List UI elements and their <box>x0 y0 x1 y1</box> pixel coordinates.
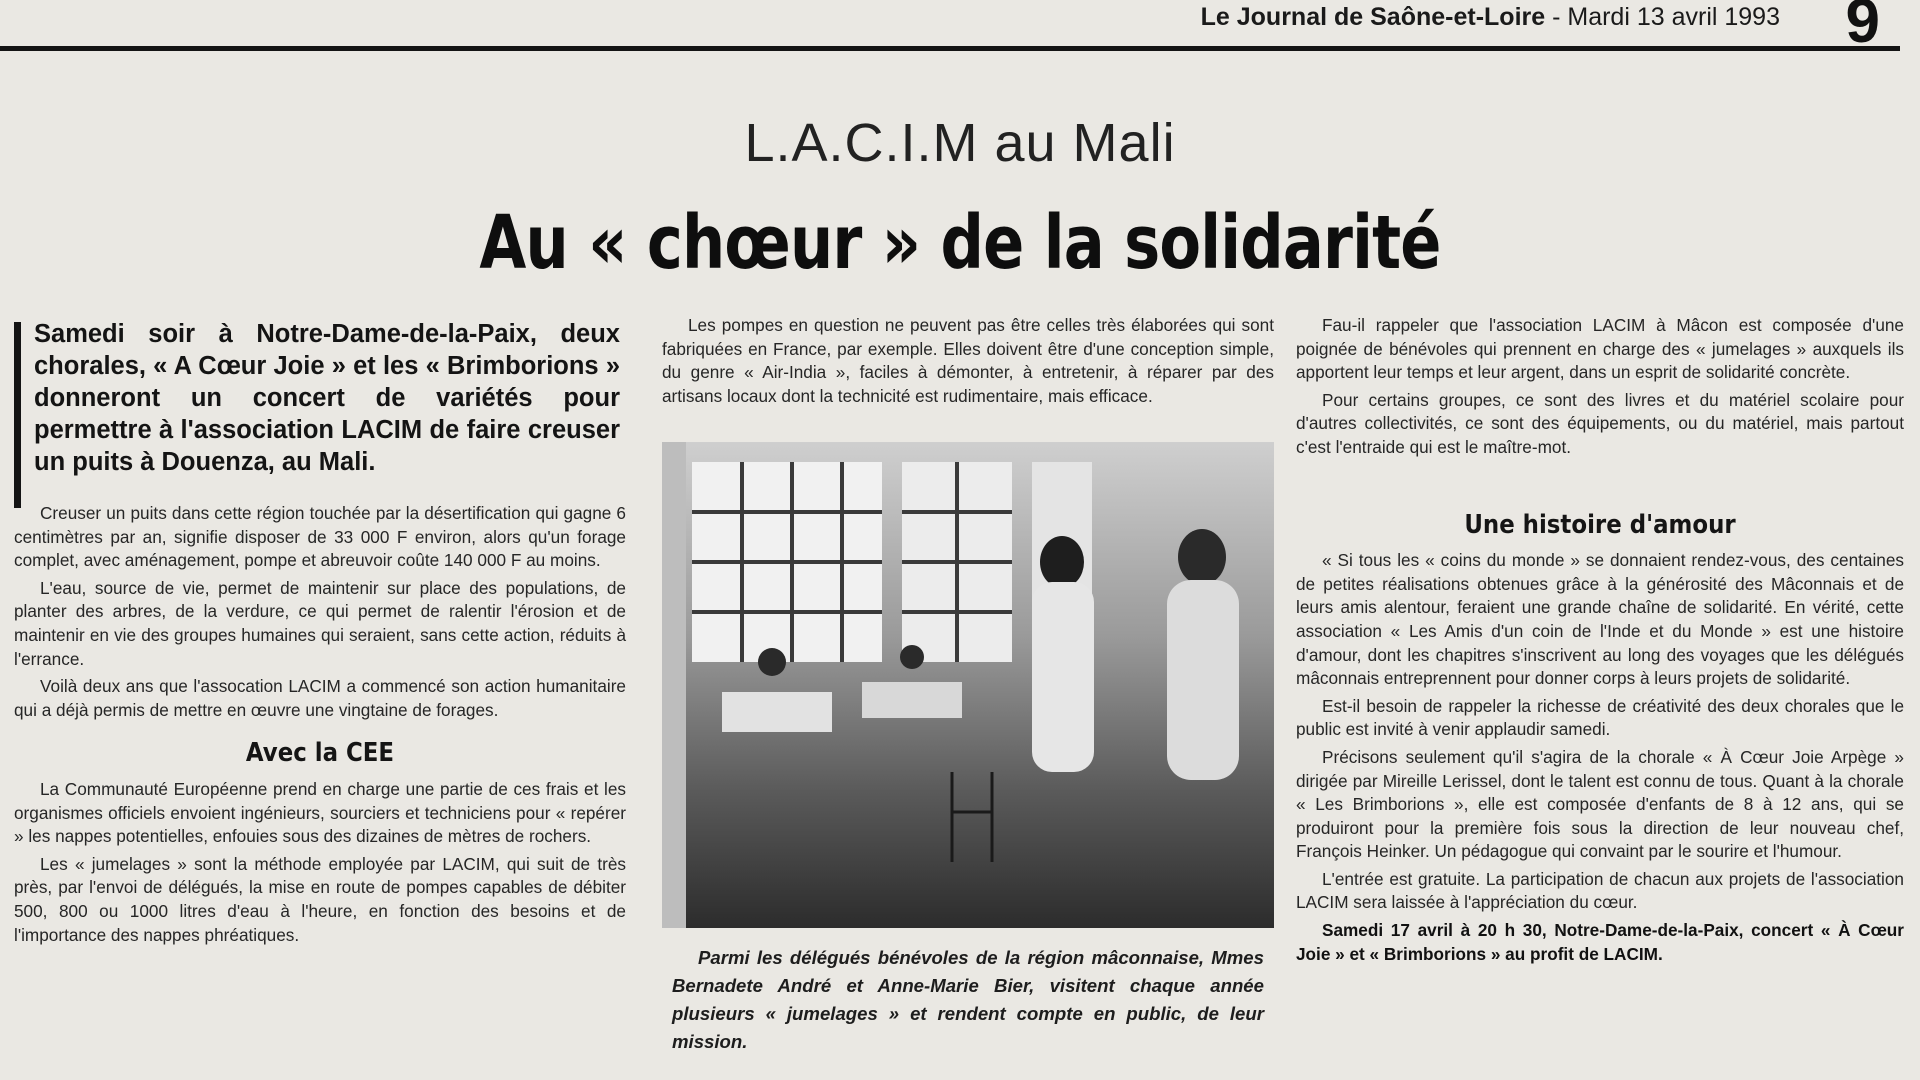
paragraph: Pour certains groupes, ce sont des livres et du matériel scolaire pour d'autres collectivités, ce sont des équipements, ou du matériel, mais partout c'est l'entraide qui est le maître-mot. <box>1296 389 1904 457</box>
paragraph: Les pompes en question ne peuvent pas être celles très élaborées qui sont fabriquées en France, par exemple. Elles doivent être d'une conception simple, du genre « Air-India », faciles à démonter, à entretenir, à réparer par des artisans locaux dont la technicité est rudimentaire, mais efficace. <box>662 315 1274 406</box>
page-number: 9 <box>1845 0 1880 56</box>
paragraph: Voilà deux ans que l'assocation LACIM a commencé son action humanitaire qui a déjà permis de mettre en œuvre une vingtaine de forages. <box>14 676 626 720</box>
journal-name: Le Journal de Saône-et-Loire <box>1200 3 1546 31</box>
column-middle <box>662 314 1274 1060</box>
subheading-histoire: Une histoire d'amour <box>1464 509 1736 540</box>
article-kicker: L.A.C.I.M au Mali <box>744 113 1176 173</box>
concert-note: Samedi 17 avril à 20 h 30, Notre-Dame-de-la-Paix, concert « À Cœur Joie » et « Brimborions » au profit de LACIM. <box>1296 920 1904 964</box>
article-photo <box>662 442 1274 928</box>
paragraph: Fau-il rappeler que l'association LACIM à Mâcon est composée d'une poignée de bénévoles qui prennent en charge des « jumelages » auxquels ils apportent leur temps et leur argent, dans un esprit de solidarité concrète. <box>1296 315 1904 383</box>
photo-illustration <box>662 442 1274 928</box>
paragraph: Creuser un puits dans cette région touchée par la désertification qui gagne 6 centimètres par an, signifie disposer de 33 000 F environ, alors qu'un forage complet, avec aménagement, pompe et abreuvoir coûte 140 000 F au moins. <box>14 503 626 571</box>
column-left <box>14 318 626 951</box>
paragraph: L'eau, source de vie, permet de maintenir sur place des populations, de planter des arbres, de la verdure, ce qui permet de ralentir l'érosion et de maintenir en vie des groupes humaines qui seraient, sans cette action, réduits à l'errance. <box>14 577 626 669</box>
subheading-cee: Avec la CEE <box>245 738 395 769</box>
paragraph: Précisons seulement qu'il s'agira de la chorale « À Cœur Joie Arpège » dirigée par Mireille Lerissel, dont le talent est connu de tous. Quant à la chorale « Les Brimborions », elle est composée d'enfants de 8 à 12 ans, qui se produiront pour la première fois sous la direction de leur nouveau chef, François Heinker. Un pédagogue qui convaint par le sourire et l'humour. <box>1296 746 1904 862</box>
paragraph: Les « jumelages » sont la méthode employée par LACIM, qui suit de très près, par l'envoi de délégués, la mise en route de pompes capables de débiter 500, 800 ou 1000 litres d'eau à l'heure, en fonction des besoins et de l'importance des nappes phréatiques. <box>14 853 626 945</box>
issue-date: - Mardi 13 avril 1993 <box>1552 3 1780 31</box>
paragraph: La Communauté Européenne prend en charge une partie de ces frais et les organismes officiels envoient ingénieurs, sourciers et techniciens pour « repérer » les nappes potentielles, enfouies sous des dizaines de mètres de rochers. <box>14 778 626 847</box>
photo-caption: Parmi les délégués bénévoles de la région mâconnaise, Mmes Bernadete André et Anne-Marie Bier, visitent chaque année plusieurs « jumelages » et rendent compte en public, de leur mission. <box>672 947 1264 1053</box>
article-headline: Au « chœur » de la solidarité <box>479 200 1441 286</box>
column-right <box>1296 314 1904 970</box>
paragraph: Est-il besoin de rappeler la richesse de créativité des deux chorales que le public est invité à venir applaudir samedi. <box>1296 695 1904 740</box>
article-chapo: Samedi soir à Notre-Dame-de-la-Paix, deux chorales, « A Cœur Joie » et les « Brimborions » donneront un concert de variétés pour permettre à l'association LACIM de faire creuser un puits à Douenza, au Mali. <box>14 318 626 478</box>
masthead-text <box>1201 3 1780 32</box>
paragraph: L'entrée est gratuite. La participation de chacun aux projets de l'association LACIM sera laissée à l'appréciation du cœur. <box>1296 868 1904 913</box>
paragraph: « Si tous les « coins du monde » se donnaient rendez-vous, des centaines de petites réalisations obtenues grâce à la générosité des Mâconnais et de leurs amis alentour, feraient une grande chaîne de solidarité. En vérité, cette association « Les Amis d'un coin de l'Inde et du Monde » est une histoire d'amour, dont les chapitres s'inscrivent au long des voyages que les délégués mâconnais entreprennent pour donner corps à leurs projets de solidarité. <box>1296 550 1904 689</box>
masthead <box>0 0 1900 56</box>
